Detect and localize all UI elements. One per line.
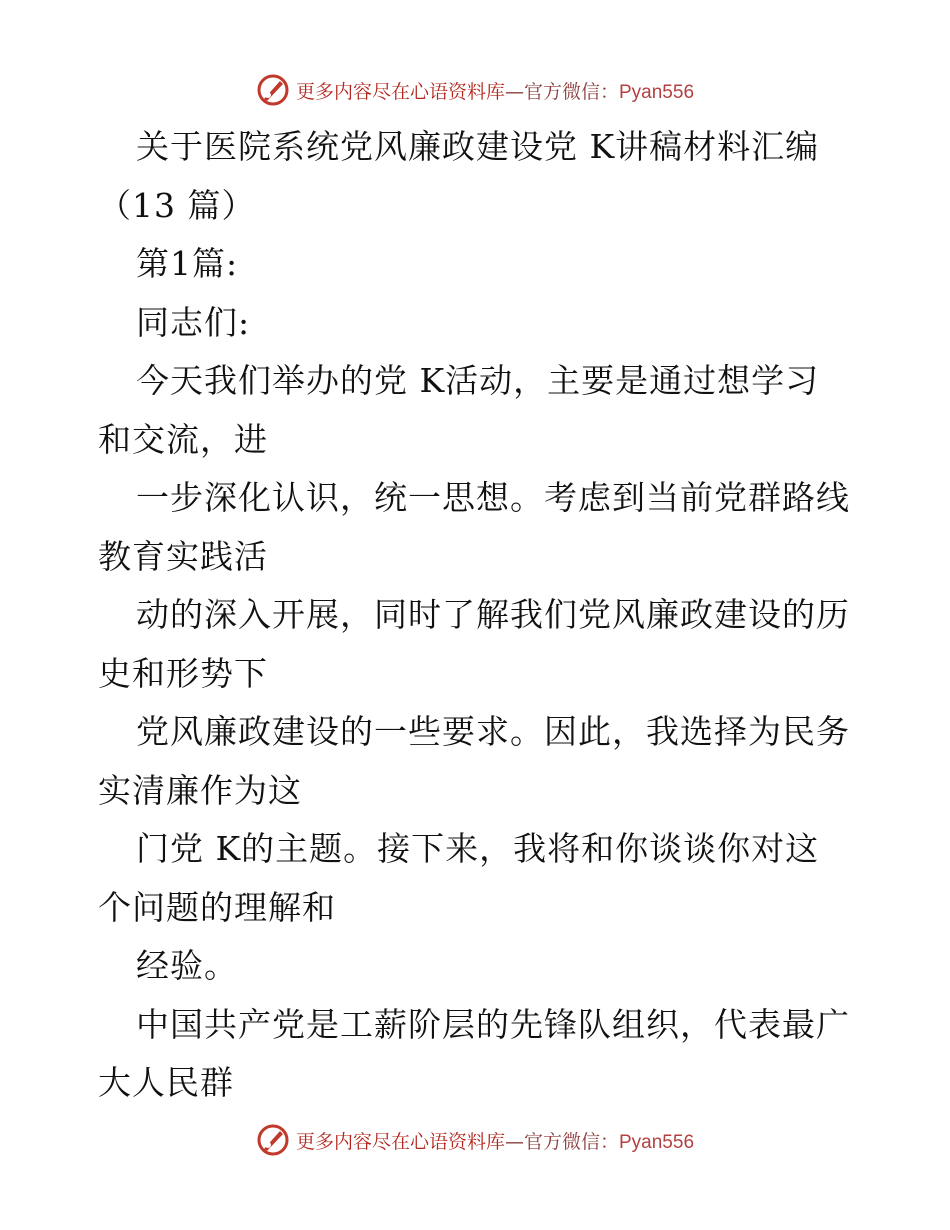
header-banner <box>0 70 950 110</box>
salutation: 同志们: <box>136 302 251 342</box>
banner-label: 官方微信： <box>523 80 619 103</box>
text-line: 中国共产党是工薪阶层的先锋队组织，代表最广 <box>136 1004 850 1044</box>
text-line: 个问题的理解和 <box>98 887 336 927</box>
text-line: 门党 K的主题。接下来，我将和你谈谈你对这 <box>136 829 820 868</box>
section-heading: 第1篇: <box>136 244 239 283</box>
text-line: 史和形势下 <box>98 653 268 693</box>
document-title-count: （13 篇） <box>98 185 256 225</box>
document-title: 关于医院系统党风廉政建设党 K讲稿材料汇编 <box>136 127 820 166</box>
banner-dash: — <box>504 1130 524 1153</box>
quill-logo-icon <box>256 73 290 107</box>
text-line: 今天我们举办的党 K活动，主要是通过想学习 <box>136 361 820 400</box>
text-line: 实清廉作为这 <box>98 770 302 810</box>
text-line: 一步深化认识，统一思想。考虑到当前党群路线 <box>136 478 850 517</box>
banner-dash: — <box>504 80 524 103</box>
text-line: 和交流，进 <box>98 419 268 459</box>
text-line: 动的深入开展，同时了解我们党风廉政建设的历 <box>136 595 850 634</box>
text-line: 党风廉政建设的一些要求。因此，我选择为民务 <box>136 712 850 751</box>
footer-banner <box>0 1120 950 1160</box>
banner-account: Pyan556 <box>619 1131 695 1153</box>
text-line: 教育实践活 <box>98 536 268 576</box>
document-body <box>98 118 858 1113</box>
text-line: 大人民群 <box>98 1063 234 1102</box>
text-line: 经验。 <box>136 946 238 985</box>
quill-logo-icon <box>256 1123 290 1157</box>
banner-account: Pyan556 <box>619 81 695 103</box>
banner-text: 更多内容尽在心语资料库 <box>295 80 505 103</box>
banner-label: 官方微信： <box>523 1130 619 1153</box>
banner-text: 更多内容尽在心语资料库 <box>295 1130 505 1153</box>
